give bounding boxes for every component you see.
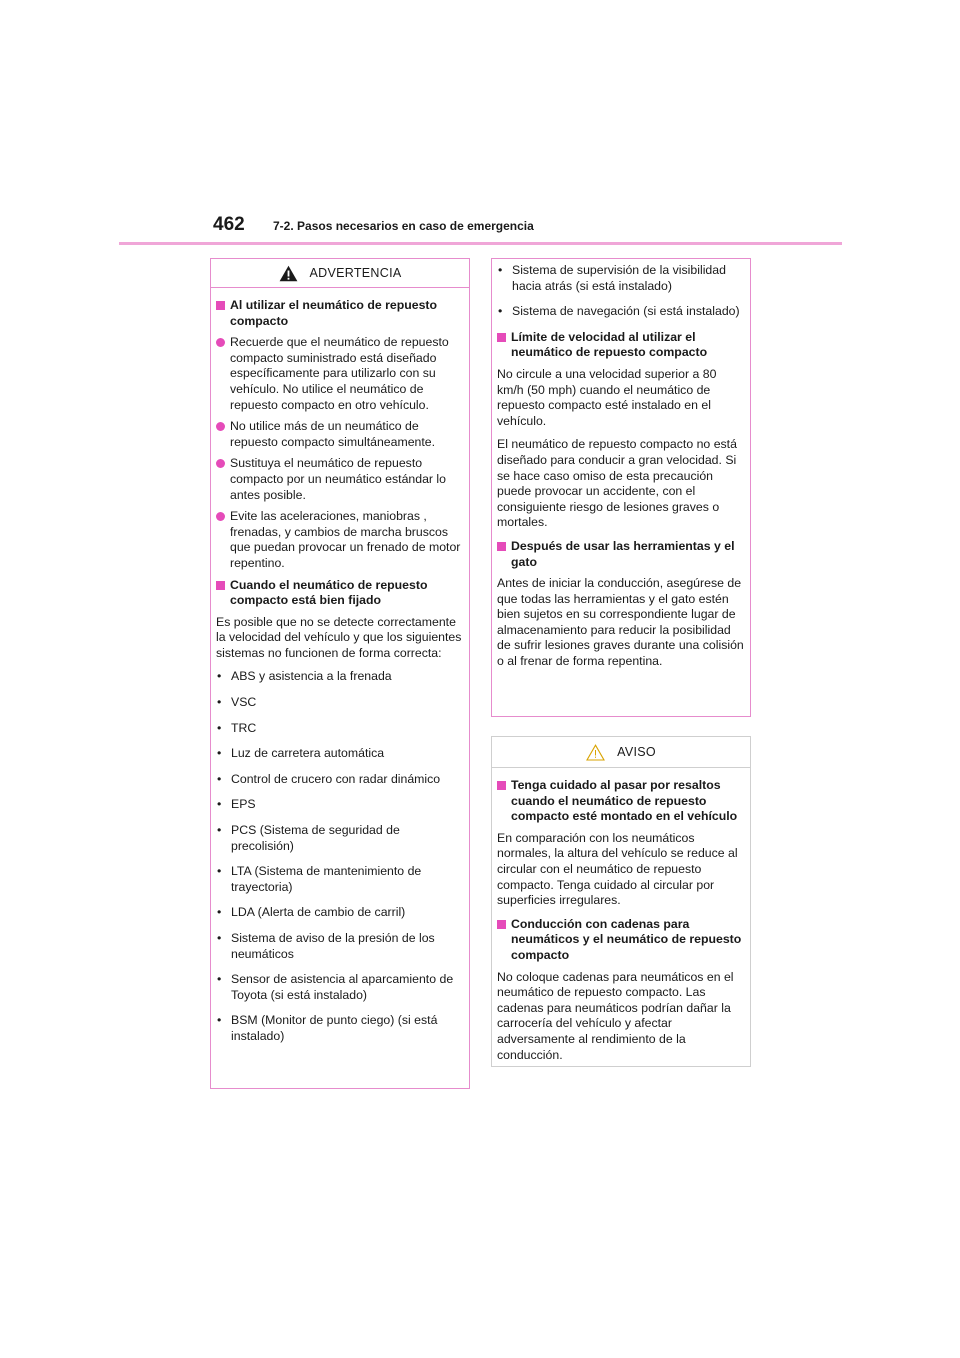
list-item: • Sistema de aviso de la presión de los neumáticos — [217, 931, 435, 961]
list-item: • VSC — [217, 695, 257, 710]
square-bullet-icon — [497, 781, 506, 790]
square-bullet-icon — [497, 920, 506, 929]
list-item: • BSM (Monitor de punto ciego) (si está instalado) — [217, 1013, 438, 1043]
square-bullet-icon — [216, 581, 225, 590]
round-bullet-icon — [216, 422, 225, 431]
caution-triangle-outline-icon — [586, 744, 605, 761]
heading-spare-use: Al utilizar el neumático de repuesto compacto — [216, 298, 464, 329]
page-number: 462 — [213, 214, 245, 235]
paragraph: En comparación con los neumáticos normales, la altura del vehículo se reduce al circular con el neumático de repuesto compacto. Tenga cuidado al circular por superficies irregulares. — [497, 830, 738, 908]
heading-tools-jack: Después de usar las herramientas y el gato — [497, 539, 745, 570]
round-bullet-icon — [216, 338, 225, 347]
notice-title: AVISO — [617, 745, 656, 759]
square-bullet-icon — [497, 333, 506, 342]
section-title: 7-2. Pasos necesarios en caso de emergencia — [273, 219, 534, 233]
warning-title: ADVERTENCIA — [309, 266, 402, 280]
paragraph: No circule a una velocidad superior a 80 km/h (50 mph) cuando el neumático de repuesto compacto esté instalado en el vehículo. — [497, 366, 717, 428]
list-item: • EPS — [217, 797, 256, 812]
list-item: • Luz de carretera automática — [217, 746, 385, 761]
warning-box-header — [211, 259, 469, 288]
list-item: • PCS (Sistema de seguridad de precolisión) — [217, 823, 400, 853]
warning-continuation-box — [491, 258, 751, 717]
round-bullet-icon — [216, 512, 225, 521]
warning-box — [210, 258, 470, 1089]
square-bullet-icon — [216, 301, 225, 310]
list-item: • Sistema de supervisión de la visibilidad hacia atrás (si está instalado) — [498, 263, 726, 293]
list-item: • LDA (Alerta de cambio de carril) — [217, 905, 406, 920]
bullet-item: Sustituya el neumático de repuesto compacto por un neumático estándar lo antes posible. — [216, 456, 464, 503]
bullet-item: No utilice más de un neumático de repuesto compacto simultáneamente. — [216, 419, 464, 450]
paragraph: El neumático de repuesto compacto no está diseñado para conducir a gran velocidad. Si se hace caso omiso de esta precaución puede provocar un accidente, con el consiguiente riesgo de lesiones graves o mortales. — [497, 437, 737, 530]
heading-bumps: Tenga cuidado al pasar por resaltos cuando el neumático de repuesto compacto esté montado en el vehículo — [497, 778, 745, 825]
bullet-item: Recuerde que el neumático de repuesto compacto suministrado está diseñado específicamente para utilizarlo con su vehículo. No utilice el neumático de repuesto compacto en otro vehículo. — [216, 335, 464, 413]
heading-spare-fixed: Cuando el neumático de repuesto compacto está bien fijado — [216, 578, 464, 609]
warning-triangle-icon — [279, 265, 298, 282]
list-item: • ABS y asistencia a la frenada — [217, 669, 392, 684]
notice-box-header — [492, 737, 750, 768]
heading-chains: Conducción con cadenas para neumáticos y el neumático de repuesto compacto — [497, 917, 745, 964]
notice-box — [491, 736, 751, 1067]
header-rule — [119, 242, 842, 245]
paragraph: Antes de iniciar la conducción, asegúrese de que todas las herramientas y el gato estén bien sujetos en su correspondiente lugar de almacenamiento para reducir la posibilidad de sufrir lesiones graves durante una colisión o al frenar de forma repentina. — [497, 576, 744, 669]
paragraph: No coloque cadenas para neumáticos en el neumático de repuesto compacto. Las cadenas para neumáticos podrían dañar la carrocería del vehículo y afectar adversamente al rendimiento de la conducción. — [497, 969, 734, 1062]
paragraph: Es posible que no se detecte correctamente la velocidad del vehículo y que los siguientes sistemas no funcionen de forma correcta: — [216, 614, 462, 660]
list-item: • TRC — [217, 720, 257, 735]
heading-speed-limit: Límite de velocidad al utilizar el neumático de repuesto compacto — [497, 330, 745, 361]
list-item: • Control de crucero con radar dinámico — [217, 771, 441, 786]
bullet-item: Evite las aceleraciones, maniobras , frenadas, y cambios de marcha bruscos que puedan provocar un frenado de motor repentino. — [216, 509, 464, 571]
list-item: • Sistema de navegación (si está instalado) — [498, 304, 740, 319]
round-bullet-icon — [216, 459, 225, 468]
list-item: • Sensor de asistencia al aparcamiento de Toyota (si está instalado) — [217, 972, 454, 1002]
square-bullet-icon — [497, 542, 506, 551]
list-item: • LTA (Sistema de mantenimiento de trayectoria) — [217, 864, 422, 894]
